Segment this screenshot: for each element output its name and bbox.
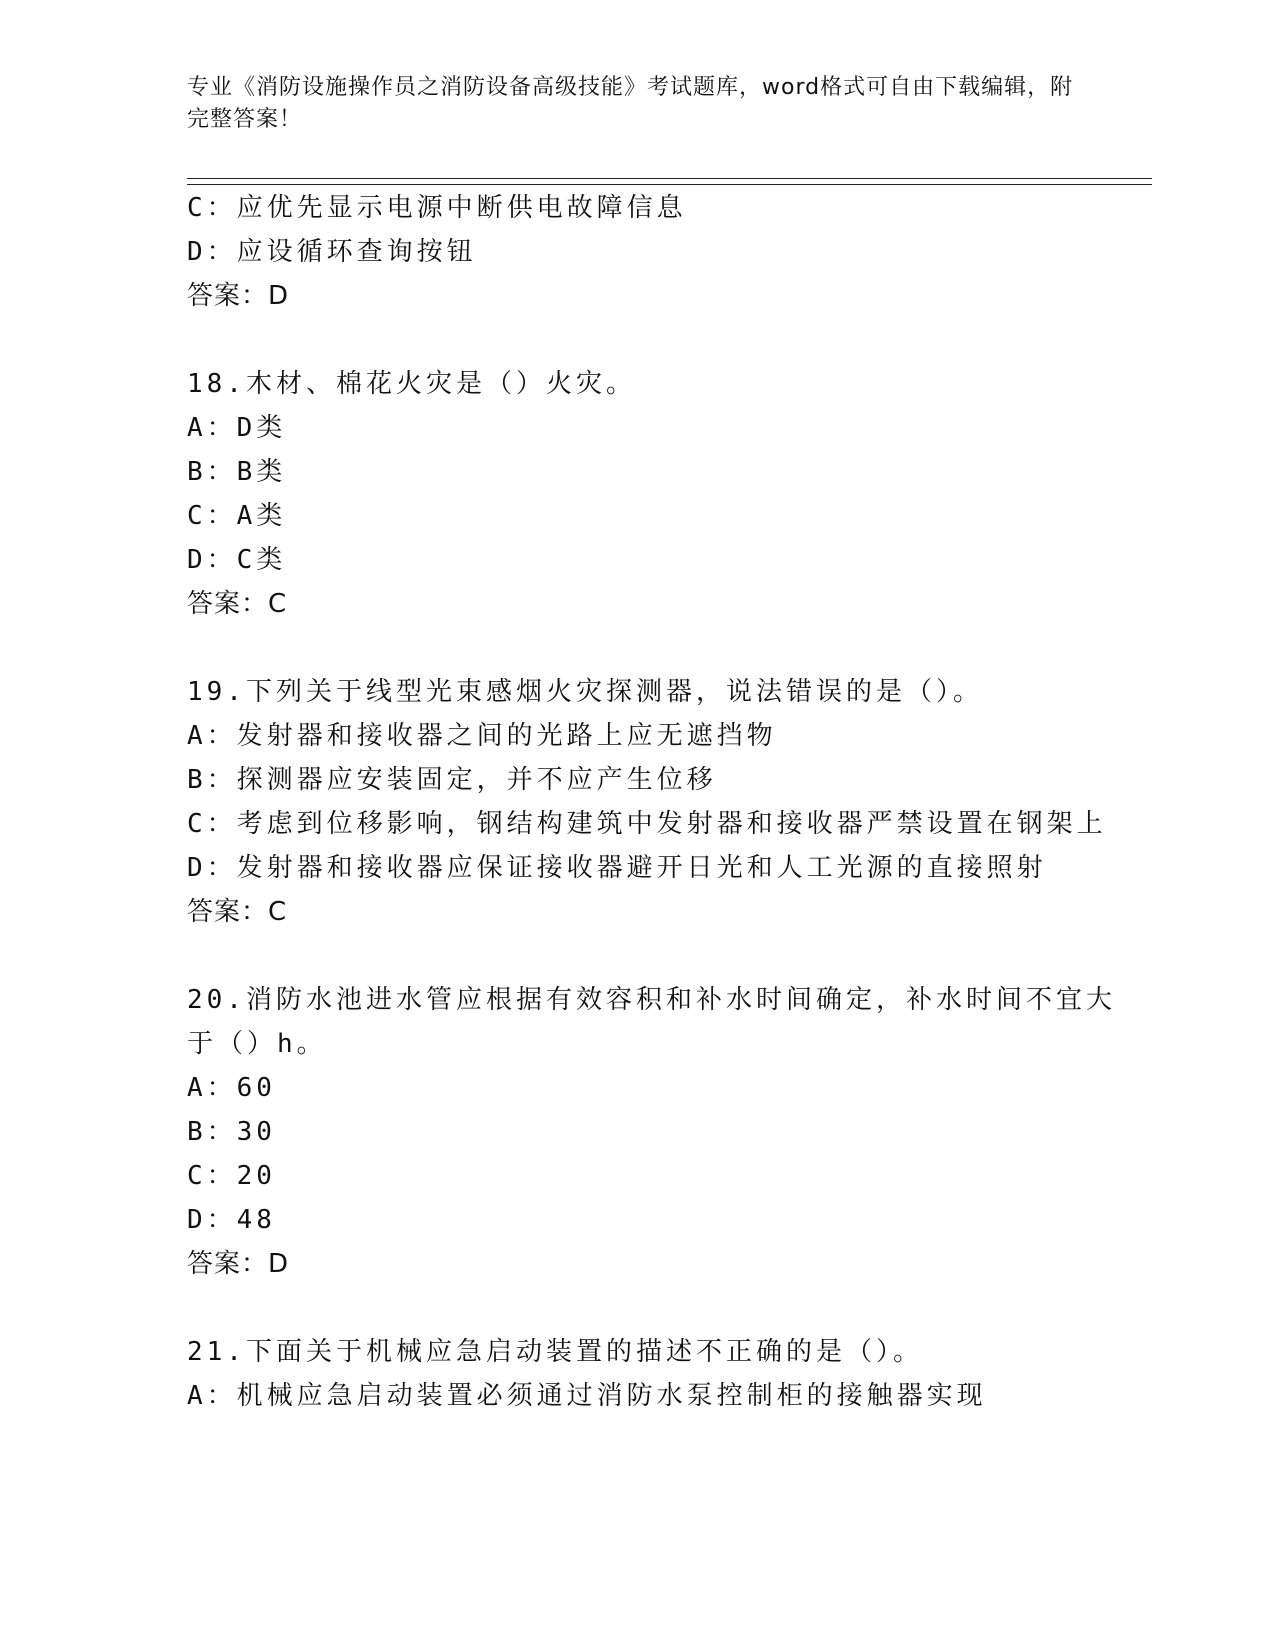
q19-option-d: D：发射器和接收器应保证接收器避开日光和人工光源的直接照射 <box>187 853 1047 883</box>
q20-stem-line1: 20.消防水池进水管应根据有效容积和补水时间确定，补水时间不宜大 <box>187 985 1116 1015</box>
q19-option-c: C：考虑到位移影响，钢结构建筑中发射器和接收器严禁设置在钢架上 <box>187 809 1107 839</box>
q19-option-b: B：探测器应安装固定，并不应产生位移 <box>187 765 717 795</box>
q18-option-a: A：D类 <box>187 413 287 443</box>
q18-stem: 18.木材、棉花火灾是（）火灾。 <box>187 369 636 399</box>
q17-answer: 答案：D <box>187 281 290 311</box>
q20-stem-line2: 于（）h。 <box>187 1029 327 1059</box>
q18-option-d: D：C类 <box>187 545 287 575</box>
q21-stem: 21.下面关于机械应急启动装置的描述不正确的是（）。 <box>187 1337 923 1367</box>
q19-answer: 答案：C <box>187 897 288 927</box>
q19-option-a: A：发射器和接收器之间的光路上应无遮挡物 <box>187 721 777 751</box>
q20-answer: 答案：D <box>187 1249 290 1279</box>
q20-option-b: B：30 <box>187 1117 276 1147</box>
header-divider-bottom <box>187 184 1152 185</box>
document-header-intro: 专业《消防设施操作员之消防设备高级技能》考试题库，word格式可自由下载编辑，附完整答案！ <box>187 75 1074 132</box>
q18-answer: 答案：C <box>187 589 288 619</box>
q18-option-c: C：A类 <box>187 501 287 531</box>
q20-option-a: A：60 <box>187 1073 276 1103</box>
q17-option-d: D：应设循环查询按钮 <box>187 237 477 267</box>
q20-option-c: C：20 <box>187 1161 276 1191</box>
header-divider-top <box>187 178 1152 179</box>
q18-option-b: B：B类 <box>187 457 287 487</box>
q19-stem: 19.下列关于线型光束感烟火灾探测器，说法错误的是（）。 <box>187 677 983 707</box>
q20-option-d: D：48 <box>187 1205 276 1235</box>
q21-option-a: A：机械应急启动装置必须通过消防水泵控制柜的接触器实现 <box>187 1381 987 1411</box>
q17-option-c: C：应优先显示电源中断供电故障信息 <box>187 193 687 223</box>
